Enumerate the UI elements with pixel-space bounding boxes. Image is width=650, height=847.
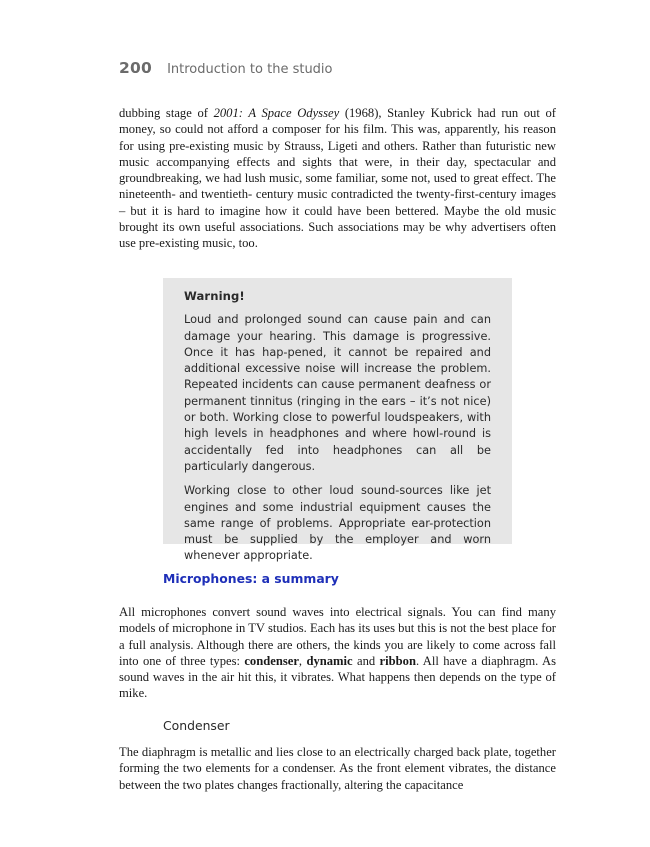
warning-box xyxy=(163,278,512,563)
para2-sep1: , xyxy=(298,653,307,668)
term-ribbon: ribbon xyxy=(379,653,416,668)
para2-lead: All microphones convert sound waves into electrical signals. You can find many models of microphone in TV studios. Each has its uses but this is not the best place for a full analysis. Although there are others, the kinds you are likely to come across fall into one of three types: xyxy=(119,605,556,668)
para1-rest: (1968), Stanley Kubrick had run out of money, so could not afford a composer for his film. This was, apparently, his reason for using pre-existing music by Strauss, Ligeti and others. Rather than futuristic new music accompanying effects and sights that were, in their day, spectacular and groundbreaking, we had lush music, some familiar, some not, used to great effect. The nineteenth- and twentieth- century music contradicted the twenty-first-century images – but it is hard to imagine how it could have been bettered. Maybe the old music brought its own useful associations. Such associations may be why advertisers often use pre-existing music, too. xyxy=(119,106,556,251)
para2-rest: . All have a diaphragm. As sound waves in the air hit this, it vibrates. What happens then depends on the type of mike. xyxy=(119,653,556,701)
running-head: Introduction to the studio xyxy=(167,62,333,77)
body-paragraph-microphone-types xyxy=(119,604,556,702)
body-paragraph-film-music xyxy=(119,105,556,252)
term-dynamic: dynamic xyxy=(306,653,353,668)
section-heading xyxy=(163,571,339,586)
para2-sep2: and xyxy=(352,653,380,668)
warning-paragraph: Working close to other loud sound-sources like jet engines and some industrial equipment causes the same range of problems. Appropriate ear-protection must be supplied by the employer and worn whenever appropriate. xyxy=(184,484,491,563)
page-header xyxy=(119,58,333,77)
warning-title: Warning! xyxy=(184,289,245,303)
page-number: 200 xyxy=(119,59,152,77)
film-title: 2001: A Space Odyssey xyxy=(213,106,340,120)
para1-lead: dubbing stage of xyxy=(119,106,214,120)
subheading-condenser: Condenser xyxy=(163,718,230,733)
body-paragraph-condenser: The diaphragm is metallic and lies close to an electrically charged back plate, together forming the two elements for a condenser. As the front element vibrates, the distance between the two plates changes fractionally, altering the capacitance xyxy=(119,745,556,792)
section-heading-rest: : a summary xyxy=(252,571,339,586)
term-condenser: condenser xyxy=(244,653,299,668)
warning-paragraph: Loud and prolonged sound can cause pain and can damage your hearing. This damage is progressive. Once it has hap-pened, it cannot be repaired and additional excessive noise will increase the problem. Repeated incidents can cause permanent deafness or permanent tinnitus (ringing in the ears – it’s not nice) or both. Working close to powerful loudspeakers, with high levels in headphones and where howl-round is accidentally fed into headphones can all be particularly dangerous. xyxy=(184,313,491,473)
section-heading-main: Microphones xyxy=(163,571,253,586)
